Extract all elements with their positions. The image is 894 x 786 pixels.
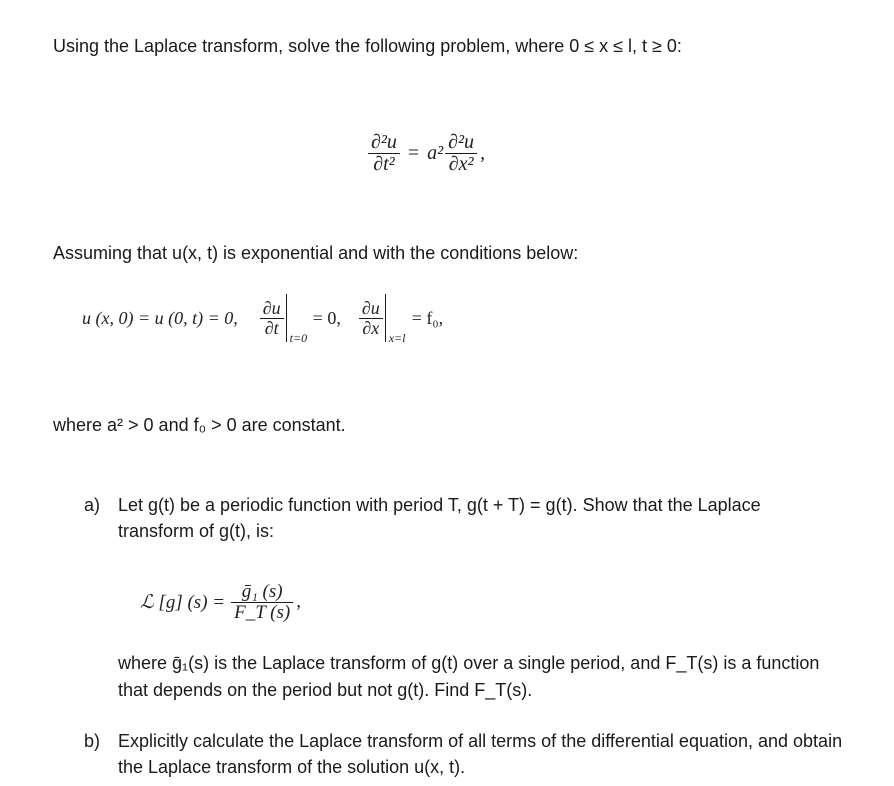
constants-text: where a² > 0 and f₀ > 0 are constant.	[53, 415, 346, 435]
condition-2-eval: t=0	[289, 331, 308, 345]
formula-den: F_T (s)	[234, 601, 291, 623]
formula-fraction	[231, 582, 293, 623]
pde-tail: ,	[480, 142, 486, 164]
part-a-line-4: that depends on the period but not g(t). Find F_T(s).	[118, 680, 533, 700]
condition-2-den: ∂t	[264, 317, 279, 338]
condition-3-num: ∂u	[361, 297, 380, 318]
pde-rhs-num: ∂²u	[448, 131, 475, 153]
part-b-line-2: the Laplace transform of the solution u(x, t).	[118, 757, 466, 777]
condition-3-rhs: = f₀,	[411, 307, 444, 328]
condition-2-fraction	[260, 299, 284, 338]
formula-num: ḡ₁ (s)	[241, 581, 283, 602]
condition-2-rhs: = 0,	[312, 307, 341, 328]
pde-rhs-fraction	[445, 132, 477, 175]
wave-equation	[368, 132, 485, 175]
pde-lhs-num: ∂²u	[371, 131, 397, 153]
pde-coef: a²	[427, 142, 444, 164]
part-b-label: b)	[84, 731, 101, 751]
condition-3-eval: x=l	[388, 331, 406, 345]
part-a-label: a)	[84, 495, 101, 515]
pde-lhs-fraction	[368, 132, 400, 175]
assumption-text: Assuming that u(x, t) is exponential and with the conditions below:	[53, 243, 579, 263]
condition-3-fraction	[359, 299, 383, 338]
part-a-line-1: Let g(t) be a periodic function with period T, g(t + T) = g(t). Show that the Laplace	[118, 495, 761, 515]
condition-3-den: ∂x	[362, 317, 380, 338]
condition-1: u (x, 0) = u (0, t) = 0,	[82, 307, 238, 328]
formula-lhs: ℒ [g] (s) =	[140, 591, 226, 613]
laplace-periodic-formula	[140, 582, 301, 623]
condition-2-eval-bar	[286, 294, 308, 345]
part-a-line-3: where ḡ₁(s) is the Laplace transform of g(t) over a single period, and F_T(s) is a function	[118, 653, 820, 673]
condition-2-num: ∂u	[262, 297, 281, 318]
formula-tail: ,	[296, 591, 301, 613]
pde-rhs-den: ∂x²	[448, 153, 474, 175]
part-b-line-1: Explicitly calculate the Laplace transform of all terms of the differential equation, and obtain	[118, 731, 843, 751]
pde-lhs-den: ∂t²	[373, 153, 395, 175]
boundary-conditions	[82, 290, 443, 346]
condition-3-eval-bar	[385, 294, 406, 345]
intro-text: Using the Laplace transform, solve the following problem, where 0 ≤ x ≤ l, t ≥ 0:	[53, 36, 682, 56]
pde-equals: =	[407, 142, 420, 164]
part-a-line-2: transform of g(t), is:	[118, 521, 275, 541]
